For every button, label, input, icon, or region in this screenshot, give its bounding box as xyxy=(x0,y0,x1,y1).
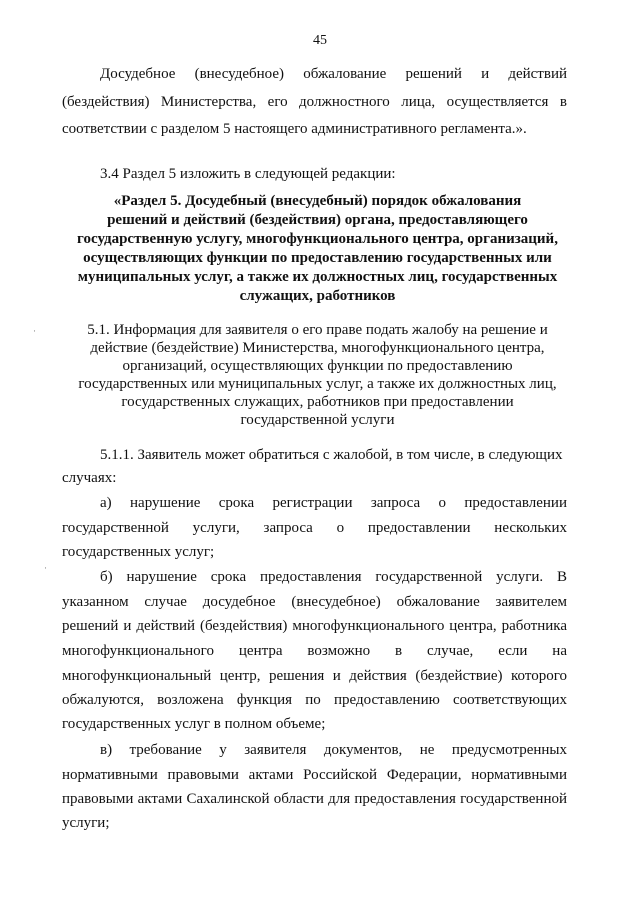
item-b-line-6: обжалуются, возложена функция по предоставлению соответствующих xyxy=(62,692,567,708)
subheading-line-6: государственной услуги xyxy=(240,412,395,428)
item-v-line-4: услуги; xyxy=(62,815,110,831)
p511-line-2: случаях: xyxy=(62,470,117,486)
subheading-line-4: государственных или муниципальных услуг, а также их должностных лиц, xyxy=(78,376,557,392)
scan-mark: · xyxy=(44,563,47,573)
item-v-line-2: нормативными правовыми актами Российской Федерации, нормативными xyxy=(62,767,567,783)
item-b-line-2: указанном случае досудебное (внесудебное) обжалование заявителем xyxy=(62,594,567,610)
scan-mark: · xyxy=(33,326,36,336)
item-a-line-1: а) нарушение срока регистрации запроса о предоставлении xyxy=(100,495,567,511)
item-a-line-3: государственных услуг; xyxy=(62,544,215,560)
section-title-line-2: решений и действий (бездействия) органа, предоставляющего xyxy=(107,212,528,228)
intro-line-2: (бездействия) Министерства, его должностного лица, осуществляется в xyxy=(62,94,567,110)
item-3-4: 3.4 Раздел 5 изложить в следующей редакции: xyxy=(100,166,396,182)
item-v-line-1: в) требование у заявителя документов, не предусмотренных xyxy=(100,742,567,758)
item-b-line-7: государственных услуг в полном объеме; xyxy=(62,716,326,732)
intro-line-3: соответствии с разделом 5 настоящего административного регламента.». xyxy=(62,121,527,137)
intro-line-1: Досудебное (внесудебное) обжалование решений и действий xyxy=(100,66,567,82)
section-title-line-3: государственную услугу, многофункционального центра, организаций, xyxy=(77,231,558,247)
item-b-line-5: многофункциональный центр, решения и действия (бездействие) которого xyxy=(62,668,567,684)
section-title-line-1: «Раздел 5. Досудебный (внесудебный) порядок обжалования xyxy=(113,193,522,209)
item-b-line-3: решений и действий (бездействия) многофункционального центра, работника xyxy=(62,618,567,634)
p511-line-1: 5.1.1. Заявитель может обратиться с жалобой, в том числе, в следующих xyxy=(100,447,563,463)
subheading-line-3: организаций, осуществляющих функции по предоставлению xyxy=(122,358,513,374)
subheading-line-1: 5.1. Информация для заявителя о его праве подать жалобу на решение и xyxy=(87,322,548,338)
item-b-line-4: многофункционального центра возможно в случае, если на xyxy=(62,643,567,659)
page-number: 45 xyxy=(313,33,327,48)
item-b-line-1: б) нарушение срока предоставления государственной услуги. В xyxy=(100,569,567,585)
item-v-line-3: правовыми актами Сахалинской области для предоставления государственной xyxy=(62,791,567,807)
section-title-line-6: служащих, работников xyxy=(239,288,396,304)
section-title-line-4: осуществляющих функции по предоставлению государственных или xyxy=(83,250,552,266)
subheading-line-5: государственных служащих, работников при предоставлении xyxy=(121,394,514,410)
section-title-line-5: муниципальных услуг, а также их должностных лиц, государственных xyxy=(77,269,558,285)
subheading-line-2: действие (бездействие) Министерства, многофункционального центра, xyxy=(90,340,545,356)
item-a-line-2: государственной услуги, запроса о предоставлении нескольких xyxy=(62,520,567,536)
